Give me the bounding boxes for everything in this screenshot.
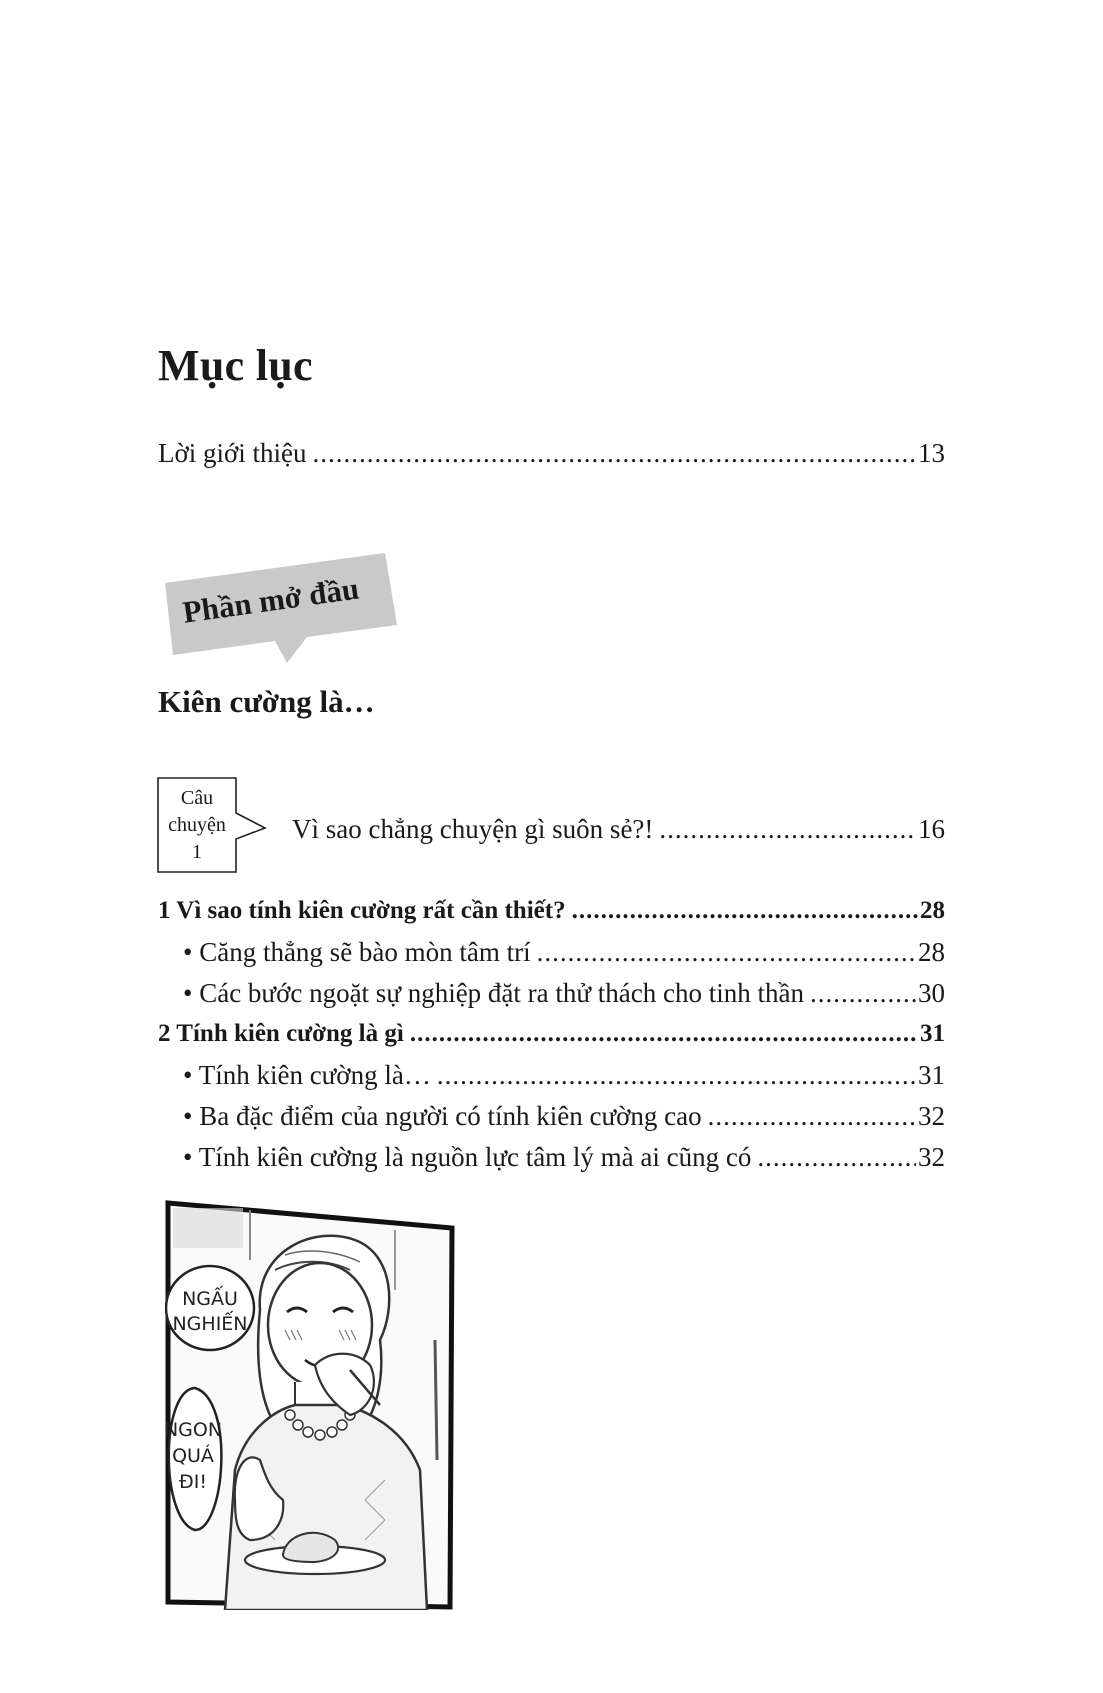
toc-page-number: 16 xyxy=(918,814,945,844)
story-badge-line: 1 xyxy=(192,841,202,863)
toc-subentry[interactable] xyxy=(183,937,945,968)
manga-illustration xyxy=(165,1200,455,1610)
dot-leader xyxy=(757,1142,916,1173)
toc-chapter-2[interactable] xyxy=(158,1020,945,1048)
toc-page-number: 31 xyxy=(918,1060,945,1090)
toc-page-number: 30 xyxy=(918,978,945,1008)
story-badge xyxy=(157,777,267,873)
part-banner xyxy=(157,553,407,673)
toc-subentry[interactable] xyxy=(183,978,945,1009)
bubble-text: NGẤU xyxy=(182,1288,238,1310)
toc-entry-label: • Tính kiên cường là nguồn lực tâm lý mà ai cũng có xyxy=(183,1142,752,1172)
toc-entry-story-1[interactable] xyxy=(292,814,945,845)
toc-subentry[interactable] xyxy=(183,1101,945,1132)
bubble-text: ĐI! xyxy=(179,1471,207,1493)
toc-entry-label: • Các bước ngoặt sự nghiệp đặt ra thử thách cho tinh thần xyxy=(183,978,804,1008)
toc-chapter-1[interactable] xyxy=(158,897,945,925)
toc-page-number: 31 xyxy=(920,1020,945,1047)
manga-panel xyxy=(165,1200,455,1610)
toc-page-number: 13 xyxy=(918,438,945,468)
page-title: Mục lục xyxy=(158,341,313,390)
toc-entry-label: • Căng thẳng sẽ bào mòn tâm trí xyxy=(183,937,531,967)
bubble-text: NGHIẾN xyxy=(172,1313,248,1335)
toc-entry-intro[interactable] xyxy=(158,438,945,469)
toc-entry-label: Vì sao chẳng chuyện gì suôn sẻ?! xyxy=(292,814,654,844)
dot-leader xyxy=(313,438,916,469)
toc-subentry[interactable] xyxy=(183,1060,945,1091)
dot-leader xyxy=(810,978,916,1009)
toc-entry-label: • Ba đặc điểm của người có tính kiên cường cao xyxy=(183,1101,702,1131)
bubble-text: NGON xyxy=(165,1419,223,1441)
dot-leader xyxy=(708,1101,916,1132)
dot-leader xyxy=(537,937,916,968)
toc-page-number: 28 xyxy=(918,937,945,967)
section-title: Kiên cường là… xyxy=(158,684,375,719)
toc-page-number: 32 xyxy=(918,1101,945,1131)
toc-page-number: 32 xyxy=(918,1142,945,1172)
dot-leader xyxy=(659,814,916,845)
toc-entry-label: Lời giới thiệu xyxy=(158,438,307,468)
part-label: Phần mở đầu xyxy=(180,570,362,630)
toc-entry-label: • Tính kiên cường là… xyxy=(183,1060,431,1090)
story-badge-label xyxy=(157,785,237,866)
story-badge-line: chuyện xyxy=(168,814,226,836)
toc-entry-label: 2 Tính kiên cường là gì xyxy=(158,1020,404,1047)
dot-leader xyxy=(572,897,918,925)
dot-leader xyxy=(410,1020,918,1048)
toc-entry-label: 1 Vì sao tính kiên cường rất cần thiết? xyxy=(158,897,566,924)
toc-page-number: 28 xyxy=(920,897,945,924)
story-badge-line: Câu xyxy=(180,787,214,809)
bubble-text: QUÁ xyxy=(172,1445,214,1467)
dot-leader xyxy=(437,1060,916,1091)
toc-subentry[interactable] xyxy=(183,1142,945,1173)
